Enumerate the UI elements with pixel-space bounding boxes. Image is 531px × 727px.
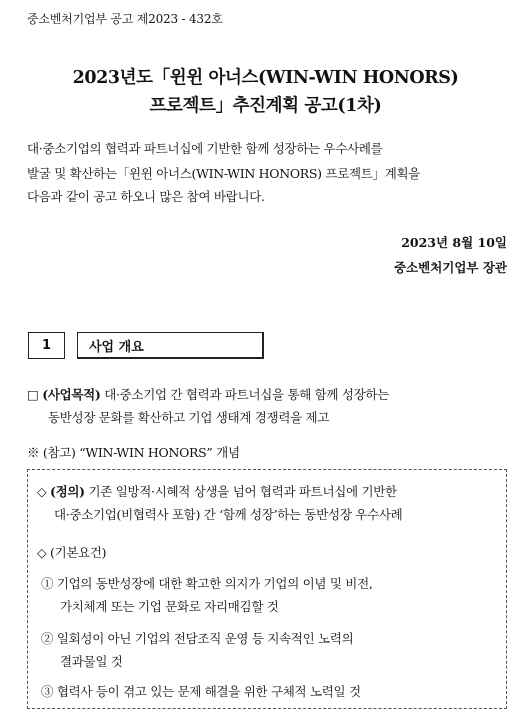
requirement-3-line1: ③ 협력사 등이 겪고 있는 문제 해결을 위한 구체적 노력일 것 <box>41 684 361 699</box>
page-title-line1: 2023년도「윈윈 아너스(WIN-WIN HONORS) <box>72 68 459 88</box>
purpose-label: (사업목적) <box>42 387 101 402</box>
section-title-box: 사업 개요 <box>77 332 264 359</box>
intro-line3: 다음과 같이 공고 하오니 많은 참여 바랍니다. <box>27 189 265 204</box>
issue-date: 2023년 8월 10일 <box>401 235 507 250</box>
checkbox-bullet: □ <box>27 387 39 402</box>
page-title-line2: 프로젝트」추진계획 공고(1차) <box>149 96 382 116</box>
purpose-text1: 대·중소기업 간 협력과 파트너십을 통해 함께 성장하는 <box>100 387 389 402</box>
notice-number: 중소벤처기업부 공고 제2023 - 432호 <box>27 12 223 26</box>
requirements-heading: ◇ (기본요건) <box>37 545 107 560</box>
reference-heading: ※ (참고) “WIN-WIN HONORS” 개념 <box>27 445 240 460</box>
concept-box <box>27 469 507 709</box>
requirement-1-line2: 가치체계 또는 기업 문화로 자리매김할 것 <box>60 599 279 614</box>
requirement-2-line2: 결과물일 것 <box>60 654 123 669</box>
purpose-line1 <box>27 385 389 403</box>
requirement-2-line1: ② 일회성이 아닌 기업의 전담조직 운영 등 지속적인 노력의 <box>41 631 354 646</box>
intro-line1: 대·중소기업의 협력과 파트너십에 기반한 함께 성장하는 우수사례를 <box>27 141 383 156</box>
diamond-bullet-icon: ◇ <box>37 484 47 499</box>
section-number-box: 1 <box>28 332 65 359</box>
definition-label: (정의) <box>50 484 85 499</box>
purpose-line2: 동반성장 문화를 확산하고 기업 생태계 경쟁력을 제고 <box>48 410 330 425</box>
definition-line2: 대·중소기업(비협력사 포함) 간 ‘함께 성장’하는 동반성장 우수사례 <box>54 507 403 522</box>
definition-text1: 기존 일방적·시혜적 상생을 넘어 협력과 파트너십에 기반한 <box>84 484 397 499</box>
definition-line1 <box>37 482 397 500</box>
issuer-signature: 중소벤처기업부 장관 <box>393 260 507 275</box>
intro-line2: 발굴 및 확산하는「윈윈 아너스(WIN-WIN HONORS) 프로젝트」계획을 <box>27 166 421 181</box>
requirement-1-line1: ① 기업의 동반성장에 대한 확고한 의지가 기업의 이념 및 비전, <box>41 576 373 591</box>
